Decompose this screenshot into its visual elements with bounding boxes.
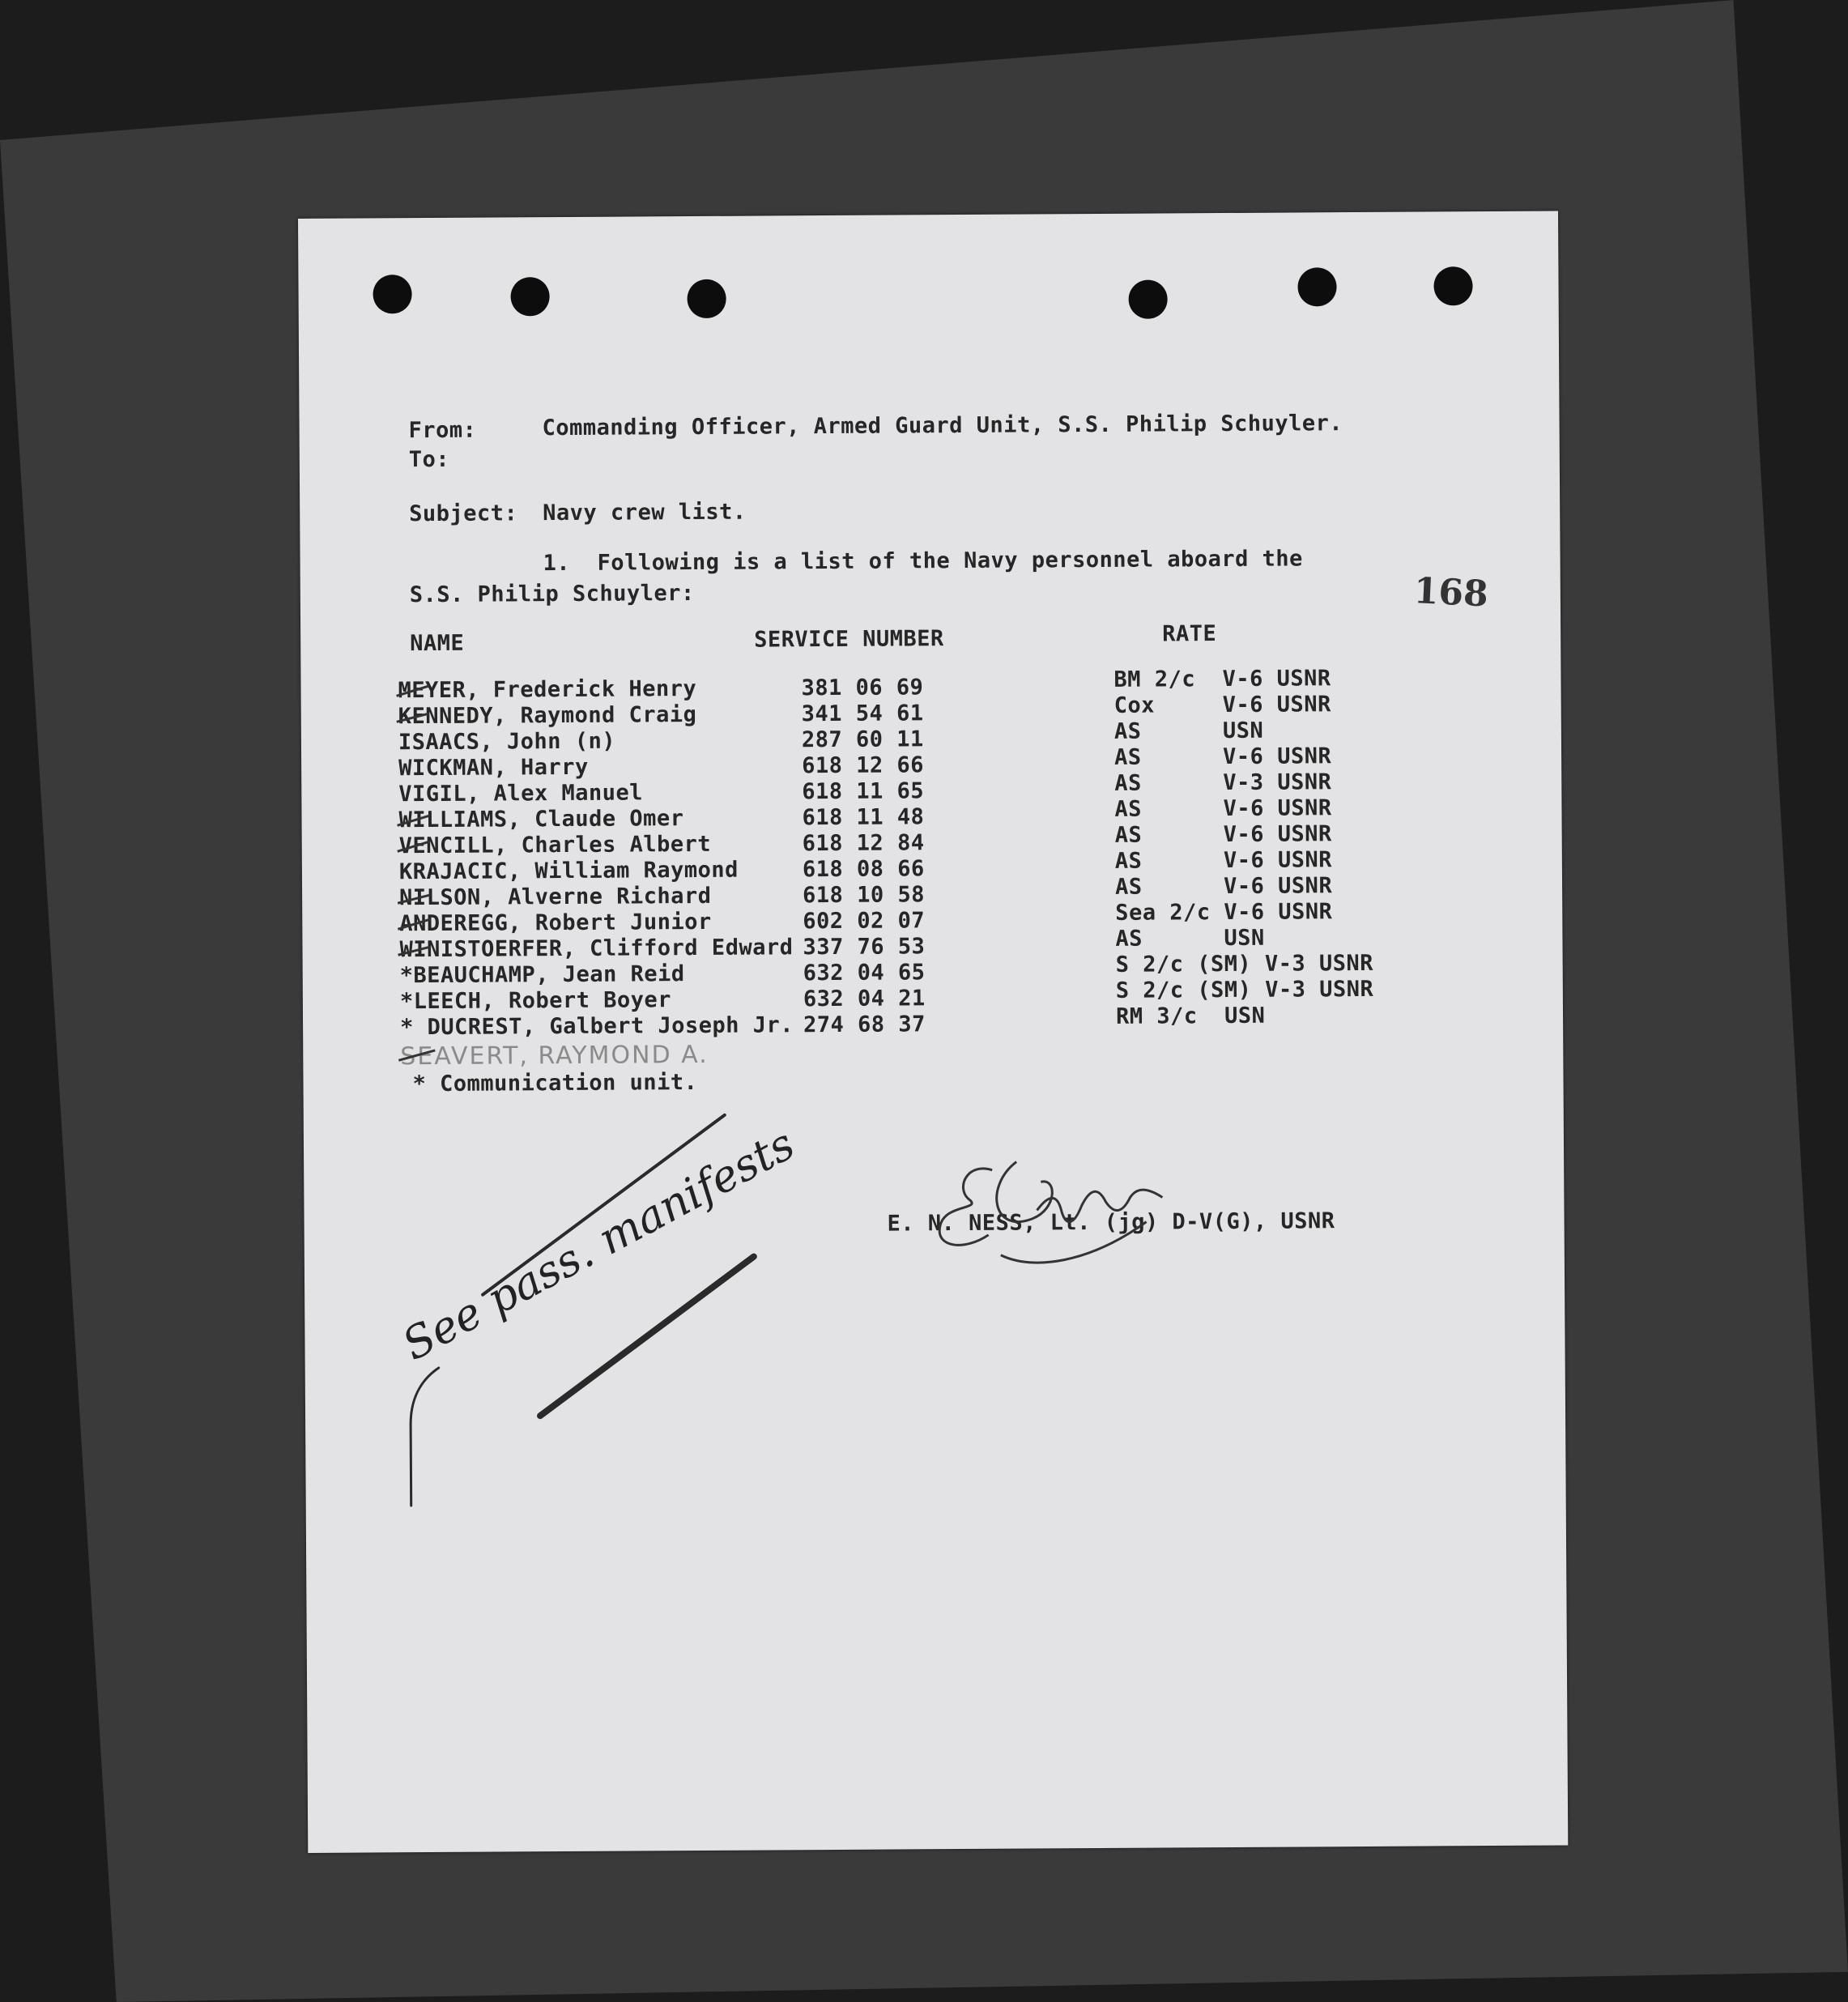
crew-service-number: 618 08 66 — [802, 856, 925, 883]
column-header-rate: RATE — [1162, 621, 1217, 647]
from-label: From: — [408, 417, 477, 444]
signature-scrawl — [939, 1161, 1163, 1263]
crew-rate: S 2/c (SM) V-3 USNR — [1115, 976, 1374, 1003]
crew-name: *LEECH, Robert Boyer — [399, 987, 672, 1015]
from-value: Commanding Officer, Armed Guard Unit, S.S. Philip Schuyler. — [542, 411, 1343, 441]
handwritten-name: SEAVERT, RAYMOND A. — [400, 1040, 709, 1071]
crew-service-number: 618 12 84 — [802, 830, 925, 857]
crew-name: ANDEREGG, Robert Junior — [399, 909, 712, 937]
crew-service-number: 337 76 53 — [803, 934, 926, 961]
paragraph-line-1: 1. Following is a list of the Navy personnel aboard the — [543, 546, 1303, 577]
crew-service-number: 602 02 07 — [803, 908, 926, 935]
to-label: To: — [408, 446, 450, 473]
crew-service-number: 618 10 58 — [803, 882, 926, 909]
crew-service-number: 632 04 21 — [803, 986, 926, 1012]
paragraph-line-2: S.S. Philip Schuyler: — [409, 581, 695, 608]
crew-name: WICKMAN, Harry — [398, 754, 589, 782]
crew-service-number: 381 06 69 — [801, 675, 924, 701]
crew-name: NILSON, Alverne Richard — [399, 883, 712, 911]
crew-name: MEYER, Frederick Henry — [398, 676, 697, 704]
crew-name: KENNEDY, Raymond Craig — [398, 702, 697, 730]
crew-service-number: 341 54 61 — [801, 701, 924, 727]
margin-note: See pass. manifests — [394, 1118, 803, 1371]
crew-name: VIGIL, Alex Manuel — [398, 780, 644, 807]
crew-rate: AS V-6 USNR — [1114, 821, 1332, 848]
crew-service-number: 632 04 65 — [803, 960, 926, 986]
crew-rate: AS V-6 USNR — [1114, 847, 1333, 874]
document-page — [298, 211, 1568, 1852]
crew-rate: AS V-3 USNR — [1114, 769, 1332, 796]
crew-name: WILLIAMS, Claude Omer — [398, 806, 684, 833]
crew-name: *BEAUCHAMP, Jean Reid — [399, 961, 685, 989]
crew-rate: AS V-6 USNR — [1114, 795, 1332, 822]
crew-service-number: 274 68 37 — [803, 1012, 926, 1038]
page-number: 168 — [1412, 570, 1489, 616]
crew-service-number: 287 60 11 — [801, 726, 924, 753]
crew-rate: AS USN — [1113, 718, 1264, 744]
footnote: * Communication unit. — [412, 1070, 698, 1097]
column-header-service: SERVICE NUMBER — [754, 626, 944, 653]
tick-marks — [397, 686, 436, 1060]
subject-value: Navy crew list. — [543, 499, 747, 526]
crew-service-number: 618 11 48 — [802, 804, 925, 831]
handwriting-marks — [298, 211, 1568, 1852]
crew-rate: Cox V-6 USNR — [1113, 692, 1331, 718]
crew-rate: S 2/c (SM) V-3 USNR — [1115, 950, 1374, 978]
crew-rate: RM 3/c USN — [1115, 1003, 1266, 1029]
crew-service-number: 618 11 65 — [802, 778, 925, 805]
subject-label: Subject: — [409, 500, 518, 527]
margin-slashes — [409, 1115, 756, 1506]
crew-name: VENCILL, Charles Albert — [398, 831, 712, 859]
crew-name: * DUCREST, Galbert Joseph Jr. — [400, 1012, 794, 1041]
crew-name: ISAACS, John (n) — [398, 728, 616, 756]
crew-rate: BM 2/c V-6 USNR — [1113, 666, 1331, 692]
crew-name: KRAJACIC, William Raymond — [398, 857, 739, 885]
crew-rate: Sea 2/c V-6 USNR — [1115, 899, 1333, 926]
signature-block: E. N. NESS, Lt. (jg) D-V(G), USNR — [887, 1208, 1335, 1237]
crew-rate: AS USN — [1115, 925, 1265, 952]
crew-rate: AS V-6 USNR — [1113, 743, 1332, 770]
crew-rate: AS V-6 USNR — [1114, 873, 1333, 900]
crew-name: WINISTOERFER, Clifford Edward — [399, 935, 794, 963]
column-header-name: NAME — [410, 630, 465, 657]
crew-service-number: 618 12 66 — [802, 752, 925, 779]
